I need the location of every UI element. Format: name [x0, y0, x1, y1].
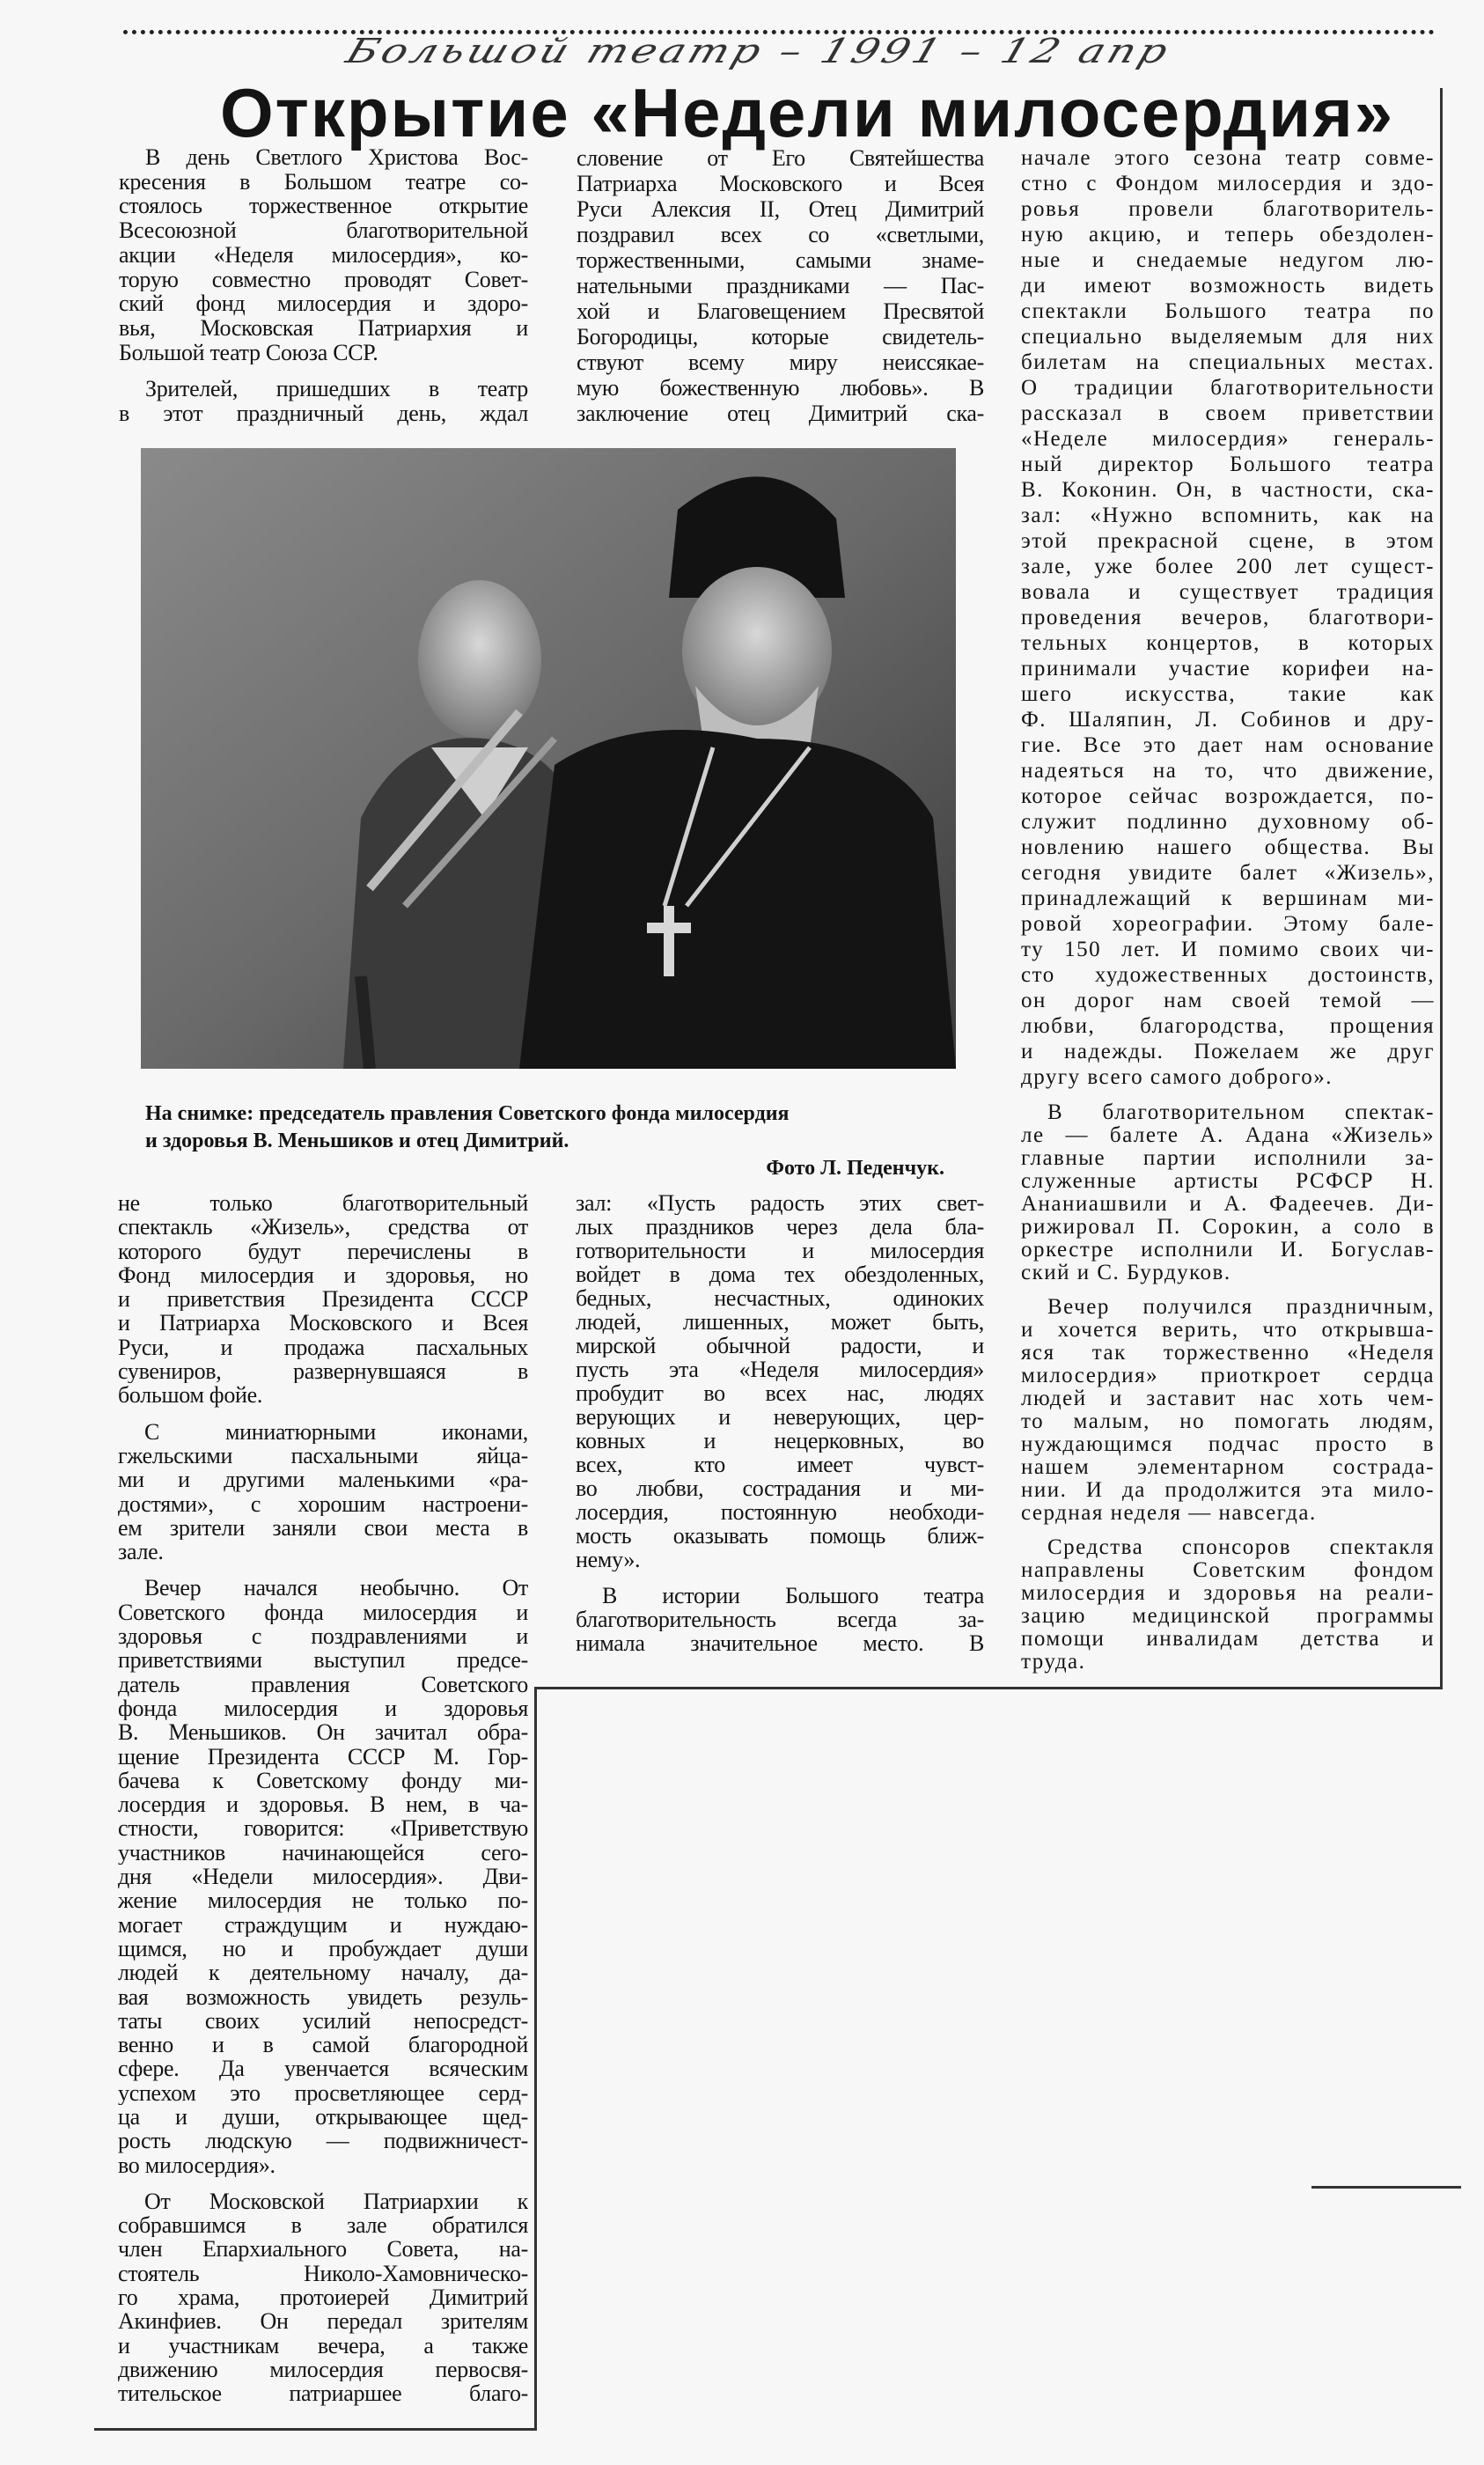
paragraph: [1021, 145, 1435, 1090]
text-line: рассказал в своем приветствии: [1021, 401, 1435, 425]
text-line: спектакли Большого театра по: [1021, 299, 1435, 323]
paragraph: [576, 1191, 984, 1571]
text-line: Вечер начался необычно. От: [144, 1576, 528, 1600]
text-line: спектакль «Жизель», средства от: [118, 1215, 528, 1240]
text-line: и надежды. Пожелаем же друг: [1021, 1040, 1435, 1063]
text-line: движению милосердия первосвя-: [118, 2357, 528, 2382]
text-line: помощи инвалидам детства и: [1021, 1628, 1435, 1651]
text-line: принадлежащий к вершинам ми-: [1021, 887, 1435, 910]
text-line: ровой хореографии. Этому бале-: [1021, 912, 1435, 936]
text-line: зале, уже более 200 лет сущест-: [1021, 555, 1435, 578]
text-line: Руси Алексия II, Отец Димитрий: [577, 196, 984, 222]
text-line: пробудит во всех нас, людях: [576, 1381, 984, 1405]
text-line: рижировал П. Сорокин, а соло в: [1021, 1216, 1435, 1239]
text-line: оркестре исполнили И. Богуслав-: [1021, 1239, 1435, 1262]
text-line: зал: «Нужно вспомнить, как на: [1021, 504, 1435, 527]
text-line: ский и С. Бурдуков.: [1021, 1262, 1231, 1284]
photo-caption: [145, 1100, 962, 1182]
paragraph: [118, 1191, 528, 1408]
text-line: В. Коконин. Он, в частности, ска-: [1021, 478, 1435, 502]
text-line: поздравил всех со «светлыми,: [577, 222, 984, 247]
text-line: зацию медицинской программы: [1021, 1605, 1435, 1628]
text-line: Акинфиев. Он передал зрителям: [118, 2309, 528, 2334]
text-line: которого будут перечислены в: [118, 1239, 528, 1263]
text-line: ствуют всему миру неиссякае-: [577, 350, 984, 375]
paragraph: [1021, 1101, 1435, 1284]
text-line: Фонд милосердия и здоровья, но: [118, 1262, 528, 1288]
paragraph: [1021, 1296, 1435, 1525]
text-line: людей и заставит нас хоть чем-: [1021, 1387, 1435, 1410]
text-line: нимала значительное место. В: [576, 1631, 984, 1655]
text-line: лых праздников через дела бла-: [576, 1215, 984, 1239]
text-line: щимся, но и пробуждает души: [118, 1936, 528, 1961]
text-line: фонда милосердия и здоровья: [118, 1696, 528, 1721]
text-line: ди имеют возможность видеть: [1021, 274, 1435, 298]
text-line: бачева к Советскому фонду ми-: [118, 1768, 528, 1793]
text-line: большом фойе.: [118, 1383, 263, 1408]
text-line: сувениров, развернувшаяся в: [118, 1359, 528, 1384]
text-line: участников начинающейся сего-: [118, 1840, 528, 1865]
text-line: венно и в самой благородной: [118, 2033, 528, 2057]
text-line: которое сейчас возрождается, по-: [1021, 784, 1435, 808]
text-line: мость оказывать помощь ближ-: [576, 1524, 984, 1548]
text-line: ту 150 лет. И помимо своих чи-: [1021, 938, 1435, 961]
text-line: благотворительность всегда за-: [576, 1608, 984, 1631]
text-line: стоялось торжественное открытие: [119, 194, 528, 219]
text-line: ные и снедаемые недугом лю-: [1021, 248, 1435, 272]
paragraph: [119, 145, 528, 364]
text-line: во любви, сострадания и ми-: [576, 1476, 984, 1500]
text-line: принимали участие корифеи на-: [1021, 657, 1435, 681]
clipping-edge-line: [534, 1687, 537, 2428]
text-line: здоровья с поздравлениями и: [118, 1624, 528, 1649]
text-line: нательными праздниками — Пас-: [577, 273, 984, 298]
text-line: член Епархиального Совета, на-: [118, 2237, 528, 2262]
caption-line-2: и здоровья В. Меньшиков и отец Димитрий.: [145, 1129, 569, 1152]
text-line: лосердия и здоровья. В нем, в ча-: [118, 1792, 528, 1817]
text-line: направлены Советским фондом: [1021, 1559, 1435, 1582]
text-line: хой и Благовещением Пресвятой: [577, 298, 984, 324]
text-line: ный директор Большого театра: [1021, 453, 1435, 476]
paragraph: [118, 1420, 528, 1564]
text-line: мую божественную любовь». В: [577, 375, 984, 401]
text-line: и участникам вечера, а также: [118, 2333, 528, 2358]
text-line: нашем элементарном сострада-: [1021, 1456, 1435, 1479]
photo-image: [141, 448, 956, 1069]
text-line: и Патриарха Московского и Всея: [118, 1311, 528, 1336]
text-line: другу всего самого доброго».: [1021, 1065, 1333, 1089]
text-line: надеяться на то, что движение,: [1021, 759, 1435, 783]
text-line: ский фонд милосердия и здоро-: [119, 291, 528, 316]
text-line: ковных и нецерковных, во: [576, 1429, 984, 1453]
text-line: датель правления Советского: [118, 1672, 528, 1696]
clipping-fragment-line: [1311, 2186, 1461, 2189]
text-line: то малым, но помогать людям,: [1021, 1410, 1435, 1433]
text-line: сфере. Да увенчается всяческим: [118, 2057, 528, 2081]
text-line: всех, кто имеет чувст-: [576, 1453, 984, 1476]
text-line: во милосердия».: [118, 2152, 275, 2177]
text-line: и хочется верить, что открывша-: [1021, 1319, 1435, 1342]
text-line: проведения вечеров, благотвори-: [1021, 606, 1435, 629]
text-line: Всесоюзной благотворительной: [119, 218, 528, 243]
text-line: милосердия и здоровья на реали-: [1021, 1582, 1435, 1605]
text-line: В. Меньшиков. Он зачитал обра-: [118, 1720, 528, 1745]
text-line: любви, благородства, прощения: [1021, 1014, 1435, 1038]
text-line: вовала и существует традиция: [1021, 580, 1435, 604]
paragraph: [1021, 1536, 1435, 1674]
text-line: стности, говорится: «Приветствую: [118, 1816, 528, 1841]
text-line: лосердия, постоянную необходи-: [576, 1500, 984, 1524]
text-line: жение милосердия не только по-: [118, 1888, 528, 1913]
text-line: Богородицы, которые свидетель-: [577, 324, 984, 350]
text-line: зал: «Пусть радость этих свет-: [576, 1191, 984, 1215]
text-line: гие. Все это дает нам основание: [1021, 733, 1435, 757]
text-line: сердная неделя — навсегда.: [1021, 1502, 1317, 1525]
photo-credit: Фото Л. Педенчук.: [766, 1157, 944, 1180]
paragraph: [577, 145, 984, 426]
text-line: От Московской Патриархии к: [144, 2189, 528, 2214]
text-line: ровья провели благотворитель-: [1021, 197, 1435, 221]
text-line: начале этого сезона театр совме-: [1021, 146, 1435, 170]
handwritten-note: Большой театр – 1991 – 12 апр: [341, 31, 1177, 71]
text-line: шего искусства, такие как: [1021, 682, 1435, 706]
text-line: Ф. Шаляпин, Л. Собинов и дру-: [1021, 708, 1435, 732]
text-line: людей к деятельному началу, да-: [118, 1961, 528, 1985]
column-2-lower: [576, 1191, 984, 1655]
text-line: дня «Недели милосердия». Дви-: [118, 1865, 528, 1889]
column-1-upper: [119, 145, 528, 426]
text-line: зале.: [118, 1540, 164, 1564]
text-line: В благотворительном спектак-: [1047, 1101, 1435, 1124]
text-line: Патриарха Московского и Всея: [577, 171, 984, 196]
text-line: В день Светлого Христова Вос-: [145, 145, 528, 170]
text-line: мирской обычной радости, и: [576, 1334, 984, 1358]
text-line: вья, Московская Патриархия и: [119, 315, 528, 341]
text-line: Большой театр Союза ССР.: [119, 340, 378, 365]
text-line: таты своих усилий непосредст-: [118, 2008, 528, 2034]
text-line: сегодня увидите балет «Жизель»,: [1021, 861, 1435, 885]
text-line: Средства спонсоров спектакля: [1047, 1536, 1435, 1559]
text-line: достями», с хорошим настроени-: [118, 1491, 528, 1516]
text-line: нии. И да продолжится эта мило-: [1021, 1479, 1435, 1502]
text-line: заключение отец Димитрий ска-: [577, 401, 984, 426]
text-line: ную акцию, и теперь обездолен-: [1021, 223, 1435, 246]
text-line: труда.: [1021, 1651, 1086, 1674]
text-line: он дорог нам своей темой —: [1021, 989, 1435, 1012]
text-line: тельных концертов, в которых: [1021, 631, 1435, 655]
text-line: новлению нашего общества. Вы: [1021, 835, 1435, 859]
text-line: щение Президента СССР М. Гор-: [118, 1744, 528, 1769]
text-line: ца и души, открывающее щед-: [118, 2104, 528, 2130]
text-line: собравшимся в зале обратился: [118, 2213, 528, 2238]
text-line: этой прекрасной сцене, в этом: [1021, 529, 1435, 553]
text-line: Ананиашвили и А. Фадеечев. Ди-: [1021, 1193, 1435, 1216]
text-line: билетам на специальных местах.: [1021, 350, 1435, 374]
text-line: торжественными, самыми знаме-: [577, 247, 984, 273]
column-3: [1021, 145, 1435, 1674]
text-line: людей, лишенных, может быть,: [576, 1310, 984, 1334]
text-line: специально выделяемым для них: [1021, 325, 1435, 349]
bottom-edge-line: [94, 2428, 537, 2431]
photo: [141, 448, 956, 1069]
paragraph: [576, 1584, 984, 1655]
text-line: в этот праздничный день, ждал: [119, 401, 528, 426]
text-line: стно с Фондом милосердия и здо-: [1021, 172, 1435, 195]
paragraph: [118, 2189, 528, 2406]
text-line: сто художественных достоинств,: [1021, 963, 1435, 987]
text-line: яся так торжественно «Неделя: [1021, 1342, 1435, 1365]
text-line: гжельскими пасхальными яйца-: [118, 1443, 528, 1468]
headline: Открытие «Недели милосердия»: [220, 74, 1395, 151]
text-line: ми и другими маленькими «ра-: [118, 1468, 528, 1492]
text-line: В истории Большого театра: [602, 1584, 984, 1608]
text-line: готворительности и милосердия: [576, 1239, 984, 1262]
text-line: рость людскую — подвижничест-: [118, 2129, 528, 2153]
section-divider-line: [534, 1687, 1443, 1689]
text-line: войдет в дома тех обездоленных,: [576, 1262, 984, 1286]
text-line: приветствиями выступил предсе-: [118, 1648, 528, 1673]
text-line: го храма, протоиерей Димитрий: [118, 2285, 528, 2310]
text-line: «Неделе милосердия» генераль-: [1021, 427, 1435, 451]
text-line: Вечер получился праздничным,: [1047, 1296, 1435, 1319]
text-line: успехом это просветляющее серд-: [118, 2080, 528, 2105]
text-line: О традиции благотворительности: [1021, 376, 1435, 400]
paragraph: [118, 1576, 528, 2176]
text-line: служенные артисты РСФСР Н.: [1021, 1170, 1435, 1193]
column-1-lower: [118, 1191, 528, 2406]
text-line: главные партии исполнили за-: [1021, 1147, 1435, 1170]
text-line: не только благотворительный: [118, 1191, 528, 1216]
text-line: нуждающимся подчас просто в: [1021, 1433, 1435, 1456]
text-line: акции «Неделя милосердия», ко-: [119, 242, 528, 268]
text-line: Советского фонда милосердия и: [118, 1600, 528, 1625]
text-line: бедных, несчастных, одиноких: [576, 1286, 984, 1310]
text-line: нему».: [576, 1548, 641, 1571]
right-border-line: [1440, 88, 1443, 1689]
text-line: С миниатюрными иконами,: [144, 1419, 528, 1444]
text-line: милосердия» приоткроет сердца: [1021, 1365, 1435, 1387]
text-line: Зрителей, пришедших в театр: [145, 377, 528, 402]
text-line: служит подлинно духовному об-: [1021, 810, 1435, 834]
text-line: пусть эта «Неделя милосердия»: [576, 1358, 984, 1381]
text-line: словение от Его Святейшества: [577, 145, 984, 171]
column-2-upper: [577, 145, 984, 426]
caption-line-1: На снимке: председатель правления Советского фонда милосердия: [145, 1102, 790, 1125]
text-line: ем зрители заняли свои места в: [118, 1515, 528, 1541]
text-line: торую совместно проводят Совет-: [119, 267, 528, 292]
paragraph: [119, 377, 528, 425]
text-line: вая возможность увидеть резуль-: [118, 1984, 528, 2009]
text-line: и приветствия Президента СССР: [118, 1287, 528, 1312]
text-line: тительское патриаршее благо-: [118, 2381, 528, 2406]
text-line: ле — балете А. Адана «Жизель»: [1021, 1124, 1435, 1147]
text-line: Руси, и продажа пасхальных: [118, 1335, 528, 1360]
text-line: могает страждущим и нуждаю-: [118, 1912, 528, 1937]
text-line: верующих и неверующих, цер-: [576, 1405, 984, 1429]
text-line: стоятель Николо-Хамовническо-: [118, 2261, 528, 2286]
text-line: кресения в Большом театре со-: [119, 169, 528, 195]
